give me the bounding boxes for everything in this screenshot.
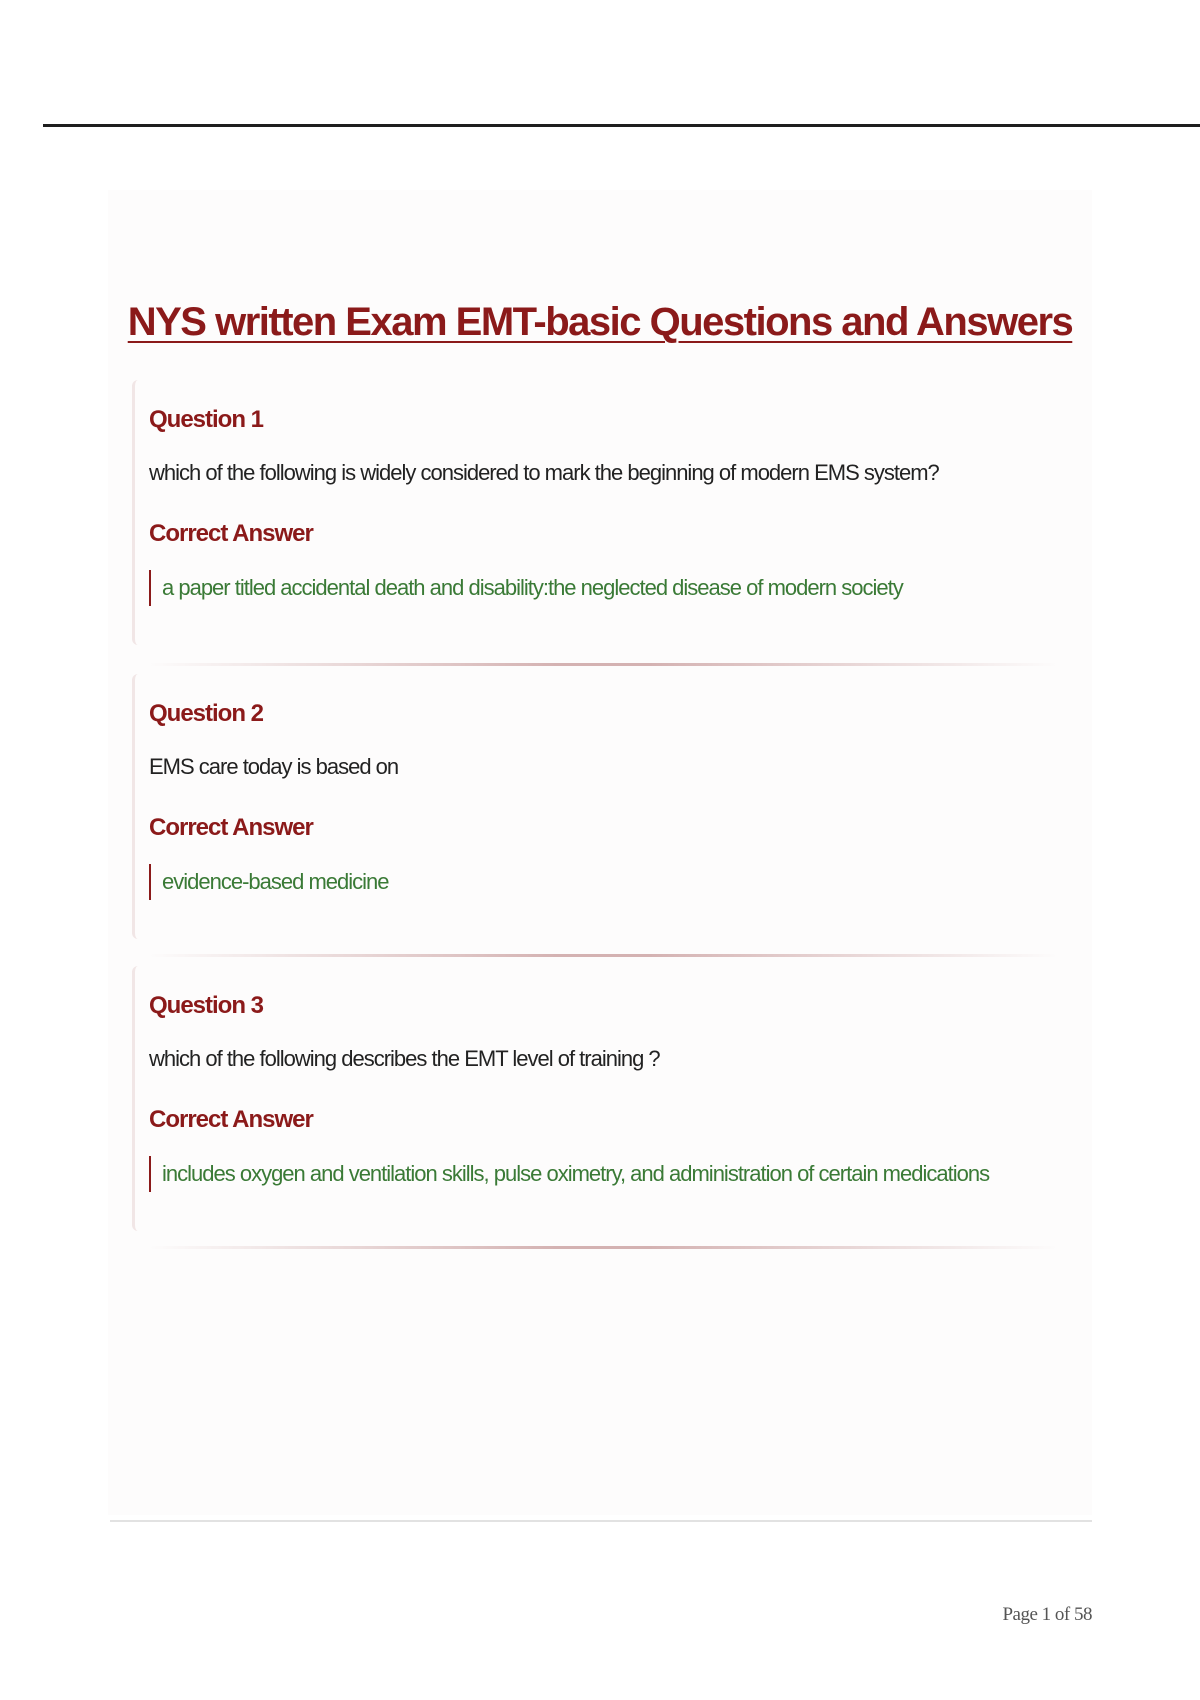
question-card-3 (132, 966, 1055, 1231)
question-label: Question 3 (149, 992, 264, 1019)
correct-answer-label: Correct Answer (149, 814, 313, 841)
answer-text: evidence-based medicine (162, 869, 389, 894)
question-card-1 (132, 380, 1055, 645)
question-text: which of the following describes the EMT level of training ? (149, 1046, 660, 1071)
correct-answer-label: Correct Answer (149, 520, 313, 547)
question-label: Question 2 (149, 700, 264, 727)
answer-text: a paper titled accidental death and disability:the neglected disease of modern society (162, 575, 903, 600)
question-divider (148, 1246, 1058, 1249)
correct-answer-label: Correct Answer (149, 1106, 313, 1133)
answer-block (149, 570, 903, 606)
question-text: which of the following is widely considered to mark the beginning of modern EMS system? (149, 460, 939, 485)
question-text: EMS care today is based on (149, 754, 399, 779)
question-divider (148, 954, 1058, 957)
page-number: Page 1 of 58 (1002, 1604, 1092, 1625)
answer-block (149, 1156, 989, 1192)
header-rule (43, 124, 1200, 127)
answer-block (149, 864, 389, 900)
answer-text: includes oxygen and ventilation skills, pulse oximetry, and administration of certain medications (162, 1161, 990, 1186)
question-card-2 (132, 674, 1055, 939)
document-content (108, 190, 1092, 1515)
question-divider (148, 663, 1058, 666)
question-label: Question 1 (149, 406, 264, 433)
footer-rule (110, 1520, 1092, 1522)
document-title: NYS written Exam EMT-basic Questions and Answers (127, 300, 1073, 344)
